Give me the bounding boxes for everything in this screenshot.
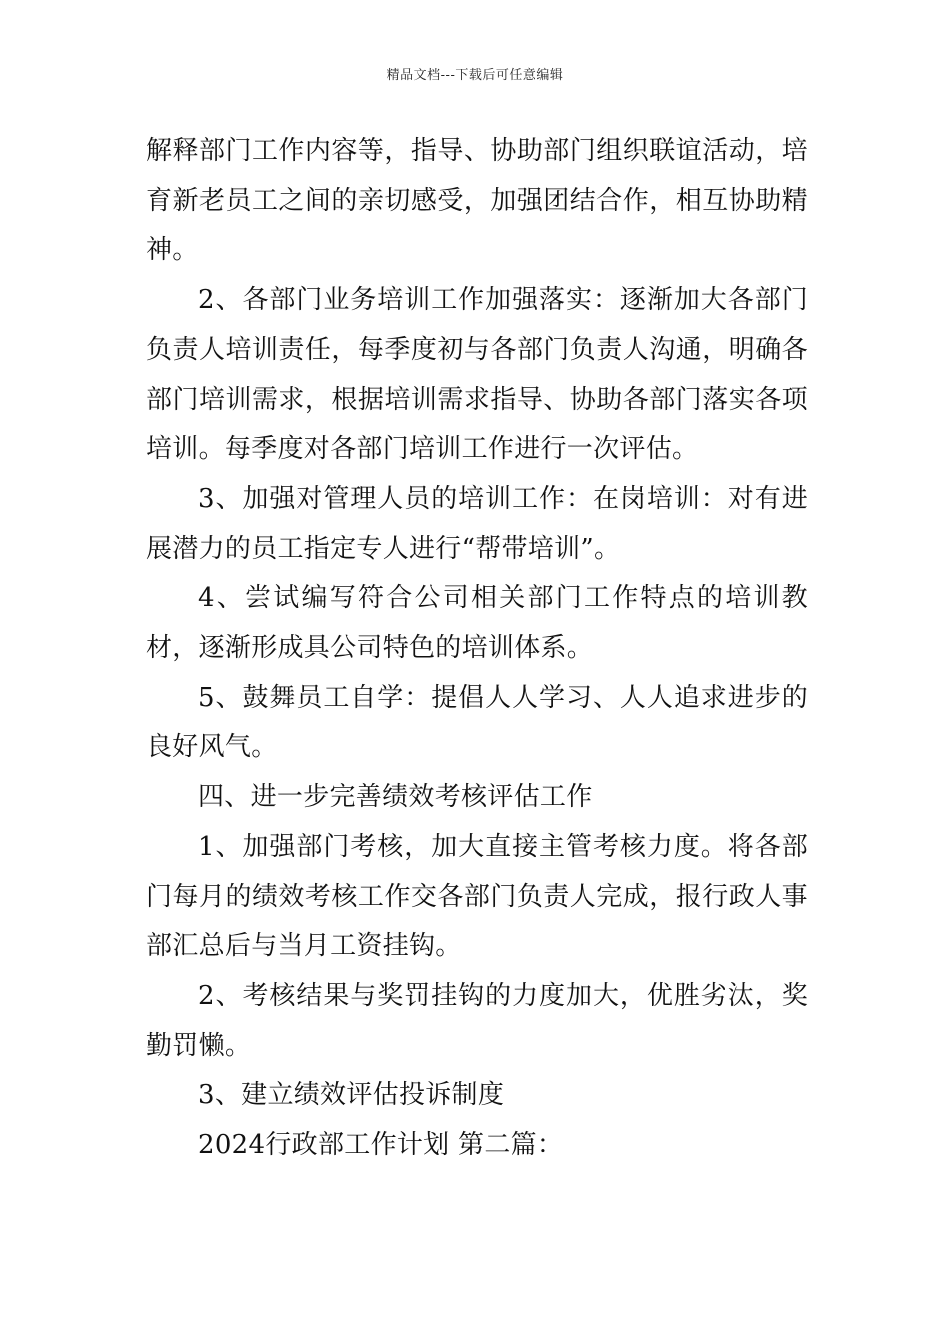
section-title: 2024行政部工作计划 第二篇： [198,1130,564,1161]
paragraph: 5、鼓舞员工自学：提倡人人学习、人人追求进步的良好风气。 [146,682,808,763]
paragraph: 解释部门工作内容等，指导、协助部门组织联谊活动，培育新老员工之间的亲切感受，加强团结合作，相互协助精神。 [146,136,808,266]
section-heading: 四、进一步完善绩效考核评估工作 [198,782,593,813]
paragraph: 3、建立绩效评估投诉制度 [198,1080,505,1111]
paragraph: 2、考核结果与奖罚挂钩的力度加大，优胜劣汰，奖勤罚懒。 [146,980,808,1061]
paragraph: 3、加强对管理人员的培训工作：在岗培训：对有进展潜力的员工指定专人进行“帮带培训”。 [146,483,808,564]
page-header: 精品文档---下载后可任意编辑 [386,68,564,83]
paragraph: 4、尝试编写符合公司相关部门工作特点的培训教材，逐渐形成具公司特色的培训体系。 [146,583,808,664]
document-body [146,127,808,1171]
paragraph: 1、加强部门考核，加大直接主管考核力度。将各部门每月的绩效考核工作交各部门负责人完成，报行政人事部汇总后与当月工资挂钩。 [146,831,808,962]
paragraph: 2、各部门业务培训工作加强落实：逐渐加大各部门负责人培训责任，每季度初与各部门负责人沟通，明确各部门培训需求，根据培训需求指导、协助各部门落实各项培训。每季度对各部门培训工作进行一次评估。 [146,285,808,465]
